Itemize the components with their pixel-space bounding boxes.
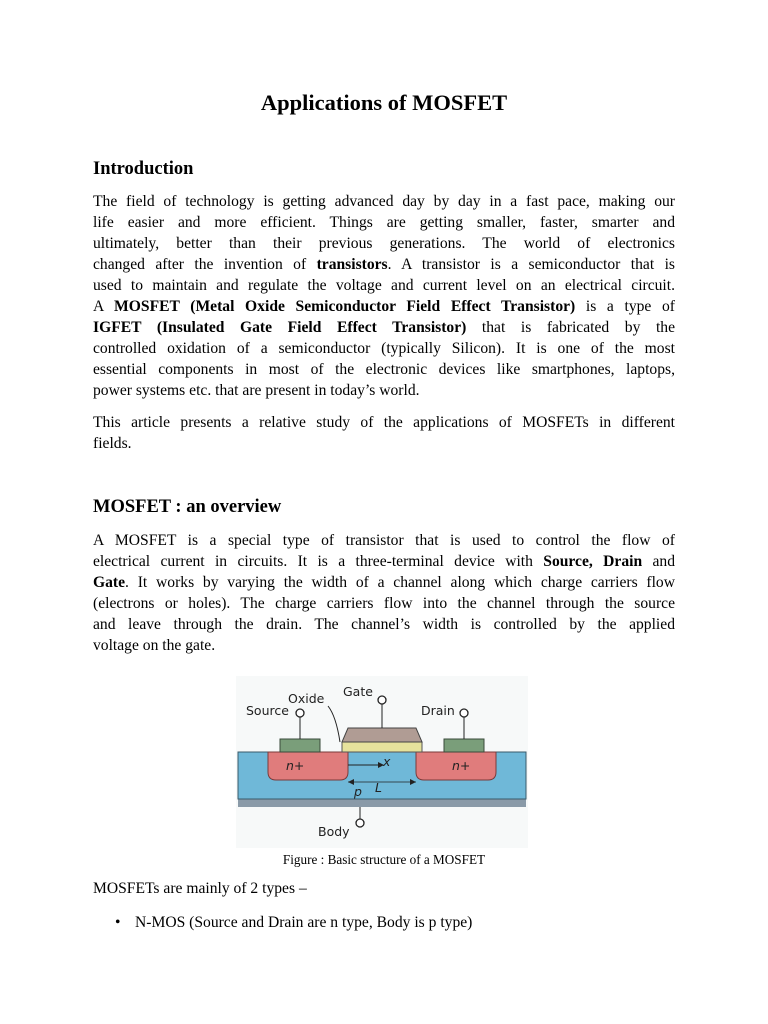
text-line: power systems etc. that are present in today’s world.: [93, 382, 420, 399]
text-line: [93, 296, 675, 317]
types-intro: MOSFETs are mainly of 2 types –: [93, 880, 307, 897]
n-plus-source-region: [268, 752, 348, 780]
text-line: [93, 572, 675, 593]
overview-heading: MOSFET : an overview: [93, 497, 282, 517]
text-line: essential components in most of the electronic devices like smartphones, laptops,: [93, 361, 675, 378]
n-plus-source-label: n+: [286, 758, 305, 773]
text-span: that is fabricated by the: [466, 319, 675, 336]
text-line: controlled oxidation of a semiconductor (typically Silicon). It is one of the most: [93, 340, 675, 357]
text-span: A: [93, 298, 115, 315]
body-terminal-icon: [356, 819, 364, 827]
text-span: . It works by varying the width of a channel along which charge carriers flow: [125, 574, 675, 591]
text-line: [93, 254, 675, 275]
metal-base-layer: [238, 799, 526, 807]
bold-term: Gate: [93, 574, 126, 591]
n-plus-drain-label: n+: [452, 758, 471, 773]
drain-terminal-icon: [460, 709, 468, 717]
text-line: [93, 551, 675, 572]
drain-label: Drain: [421, 703, 455, 718]
p-substrate-label: p: [354, 784, 362, 799]
text-line: This article presents a relative study of the applications of MOSFETs in different: [93, 414, 675, 431]
text-span: changed after the invention of: [93, 256, 317, 273]
mosfet-structure-diagram: [236, 676, 528, 848]
text-line: (electrons or holes). The charge carriers flow into the channel through the source: [93, 595, 675, 612]
list-item: [115, 912, 472, 933]
oxide-label: Oxide: [288, 691, 325, 706]
text-span: . A transistor is a semiconductor that is: [387, 256, 675, 273]
bold-term: MOSFET (Metal Oxide Semiconductor Field Effect Transistor): [114, 298, 576, 315]
x-label: x: [383, 754, 391, 769]
text-line: ultimately, better than their previous generations. The world of electronics: [93, 235, 675, 252]
gate-label: Gate: [343, 684, 373, 699]
introduction-paragraph: [93, 191, 675, 401]
text-line: and leave through the drain. The channel’s width is controlled by the applied: [93, 616, 675, 633]
list-item-text: N-MOS (Source and Drain are n type, Body is p type): [135, 914, 473, 931]
text-line: fields.: [93, 435, 132, 452]
text-line: The field of technology is getting advanced day by day in a fast pace, making our: [93, 193, 675, 210]
text-line: used to maintain and regulate the voltage and current level on an electrical circuit.: [93, 277, 675, 294]
introduction-heading: Introduction: [93, 159, 194, 179]
body-label: Body: [318, 824, 350, 839]
page-title: Applications of MOSFET: [260, 90, 508, 115]
overview-paragraph: [93, 530, 675, 656]
bold-term: Source, Drain: [543, 553, 643, 570]
bold-term: IGFET (Insulated Gate Field Effect Transistor): [93, 319, 467, 336]
oxide-layer: [342, 742, 422, 752]
gate-terminal-icon: [378, 696, 386, 704]
channel-length-label: L: [375, 780, 382, 795]
text-line: [93, 317, 675, 338]
text-span: electrical current in circuits. It is a three-terminal device with: [93, 553, 544, 570]
gate-electrode: [342, 728, 422, 742]
bold-term: transistors: [316, 256, 388, 273]
source-terminal-icon: [296, 709, 304, 717]
source-contact: [280, 739, 320, 752]
figure-caption: Figure : Basic structure of a MOSFET: [282, 852, 486, 867]
text-line: voltage on the gate.: [93, 637, 216, 654]
article-scope-paragraph: [93, 412, 675, 454]
text-span: and: [642, 553, 675, 570]
text-span: is a type of: [575, 298, 675, 315]
bullet-icon: •: [115, 914, 121, 931]
drain-contact: [444, 739, 484, 752]
text-line: life easier and more efficient. Things are getting smaller, faster, smarter and: [93, 214, 675, 231]
source-label: Source: [246, 703, 289, 718]
text-line: A MOSFET is a special type of transistor that is used to control the flow of: [93, 532, 675, 549]
